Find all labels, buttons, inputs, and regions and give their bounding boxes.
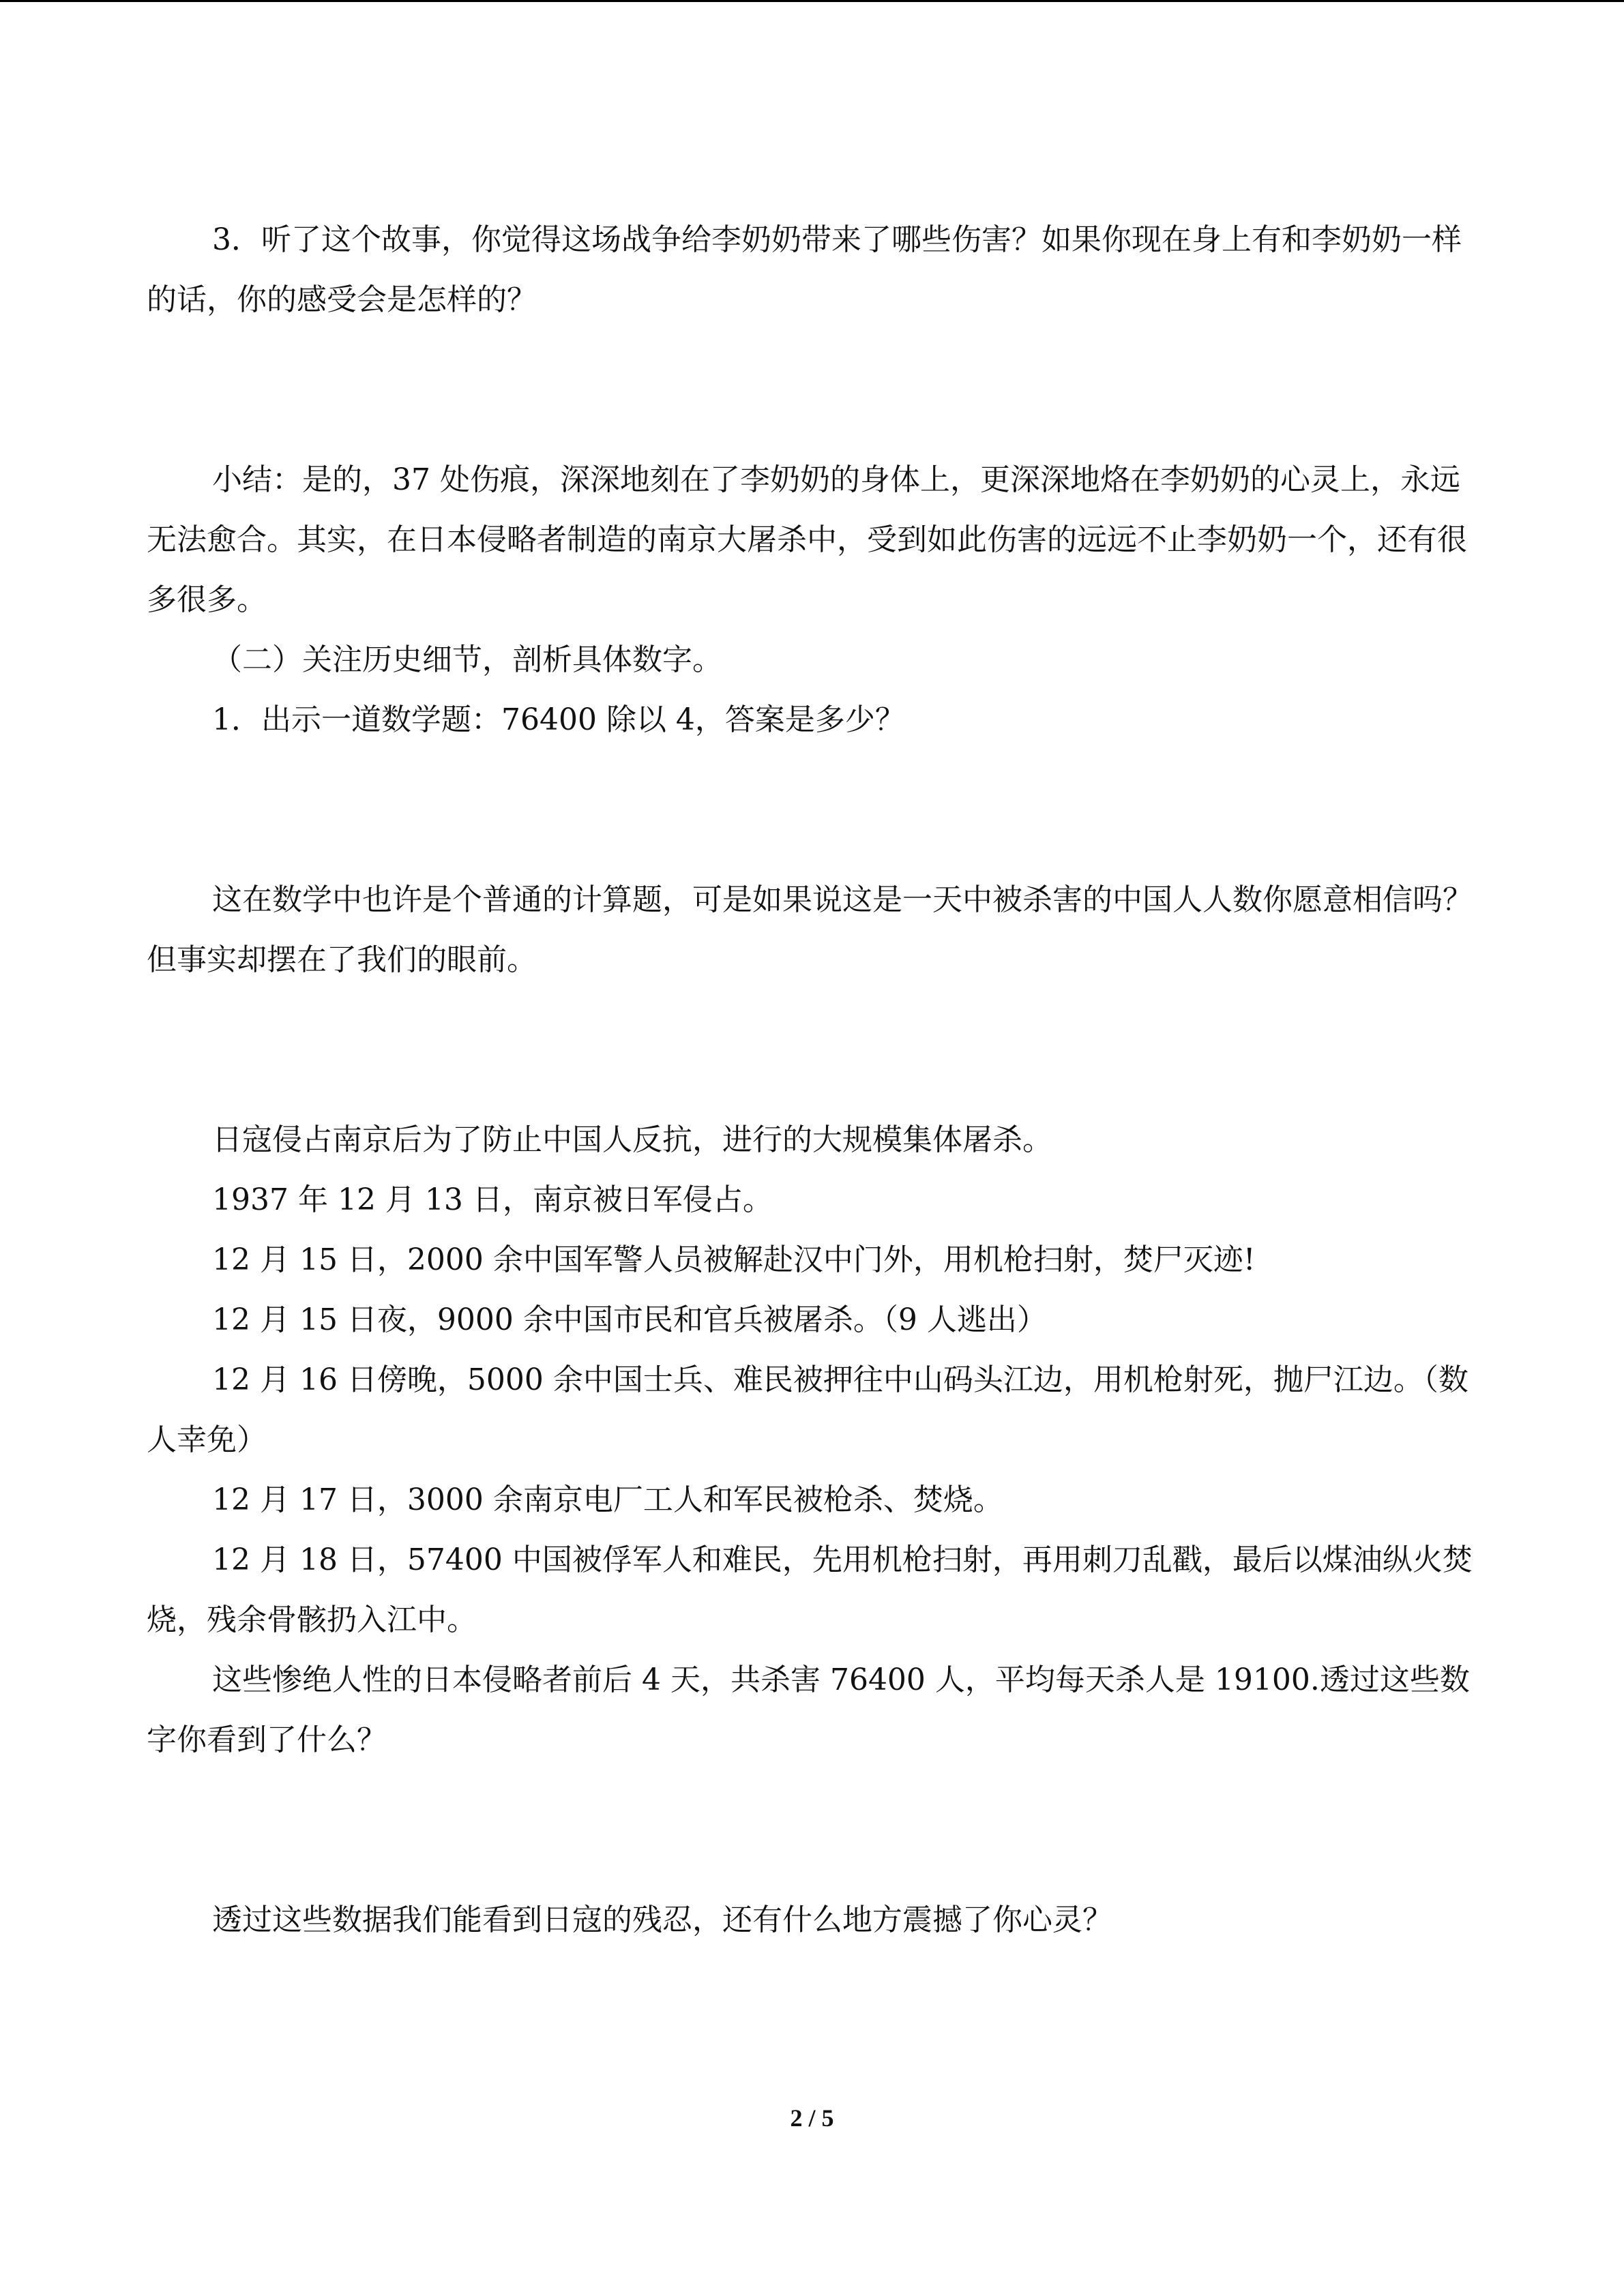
summary-paragraph: 小结：是的，37 处伤痕，深深地刻在了李奶奶的身体上，更深深地烙在李奶奶的心灵上，永远无法愈合。其实，在日本侵略者制造的南京大屠杀中，受到如此伤害的远远不止李奶奶一个，还有很多很多。 <box>147 462 1467 617</box>
closing-question-paragraph: 透过这些数据我们能看到日寇的残忍，还有什么地方震撼了你心灵？ <box>212 1903 1112 1937</box>
timeline-line: 12 月 15 日，2000 余中国军警人员被解赴汉中门外，用机枪扫射，焚尸灭迹! <box>212 1242 1256 1277</box>
massacre-intro-line: 日寇侵占南京后为了防止中国人反抗，进行的大规模集体屠杀。 <box>212 1122 1052 1157</box>
answer-space <box>147 330 1483 450</box>
timeline-line: 12 月 18 日，57400 中国被俘军人和难民，先用机枪扫射，再用刺刀乱戳，最后以煤油纵火焚烧，残余骨骸扔入江中。 <box>147 1542 1473 1637</box>
timeline-line: 12 月 16 日傍晚，5000 余中国士兵、难民被押往中山码头江边，用机枪射死，抛尸江边。（数人幸免） <box>147 1362 1468 1457</box>
section-heading: （二）关注历史细节，剖析具体数字。 <box>212 642 722 677</box>
page-number: 2 / 5 <box>790 2104 834 2132</box>
reflection-paragraph: 这在数学中也许是个普通的计算题，可是如果说这是一天中被杀害的中国人人数你愿意相信吗？但事实却摆在了我们的眼前。 <box>147 882 1473 977</box>
math-question-paragraph: 1．出示一道数学题：76400 除以 4，答案是多少？ <box>212 702 905 737</box>
question-3-paragraph: 3．听了这个故事，你觉得这场战争给李奶奶带来了哪些伤害？如果你现在身上有和李奶奶一样的话，你的感受会是怎样的？ <box>147 222 1462 317</box>
answer-space <box>147 750 1483 870</box>
statistics-paragraph: 这些惨绝人性的日本侵略者前后 4 天，共杀害 76400 人，平均每天杀人是 19100.透过这些数字你看到了什么？ <box>147 1663 1470 1757</box>
page-top-border <box>0 0 1624 2</box>
timeline-line: 1937 年 12 月 13 日，南京被日军侵占。 <box>212 1182 773 1217</box>
answer-space <box>147 990 1483 1110</box>
document-body <box>147 210 1483 1950</box>
timeline-line: 12 月 17 日，3000 余南京电厂工人和军民被枪杀、焚烧。 <box>212 1482 1003 1517</box>
timeline-line: 12 月 15 日夜，9000 余中国市民和官兵被屠杀。（9 人逃出） <box>212 1302 1047 1337</box>
answer-space <box>147 1770 1483 1890</box>
